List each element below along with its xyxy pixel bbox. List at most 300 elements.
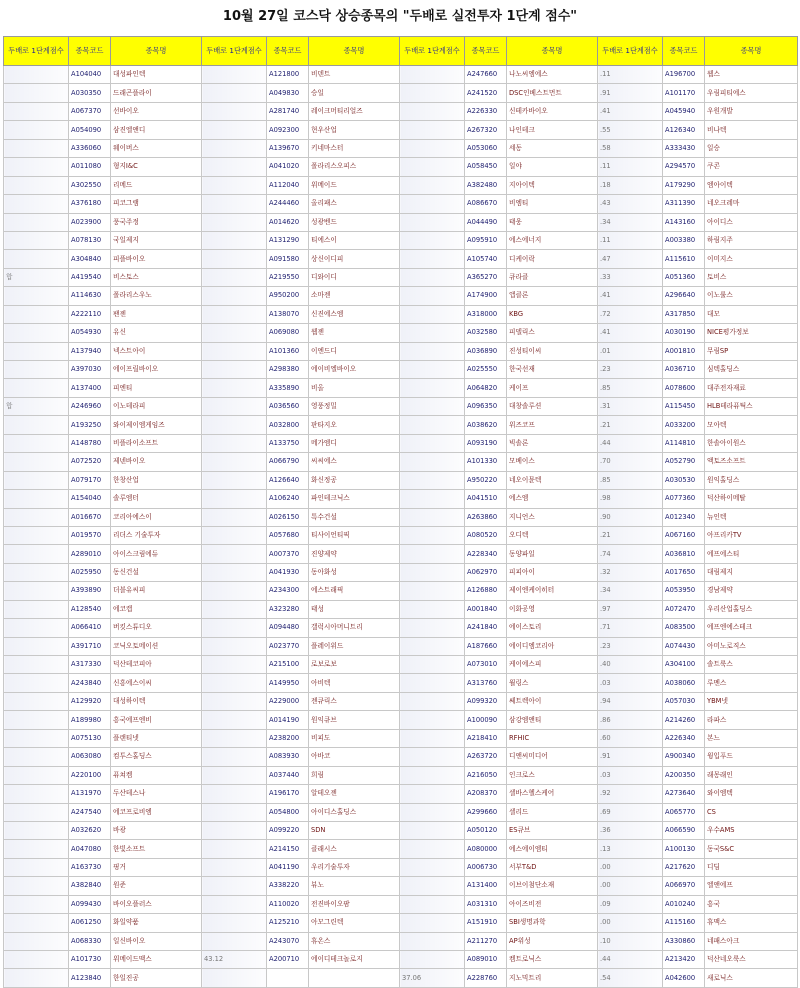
score-cell bbox=[202, 932, 267, 950]
score-cell bbox=[4, 66, 69, 84]
score-cell bbox=[202, 139, 267, 157]
name-cell: 일신바이오 bbox=[111, 932, 202, 950]
score-cell bbox=[400, 195, 465, 213]
code-cell: A216050 bbox=[465, 766, 507, 784]
code-cell: A099220 bbox=[267, 821, 309, 839]
table-row bbox=[4, 342, 798, 360]
table-row bbox=[4, 66, 798, 84]
code-cell: A075130 bbox=[69, 729, 111, 747]
score-cell bbox=[202, 66, 267, 84]
score-cell: .40 bbox=[598, 656, 663, 674]
name-cell: 플레이위드 bbox=[309, 637, 400, 655]
score-cell bbox=[4, 729, 69, 747]
score-cell bbox=[400, 895, 465, 913]
score-cell bbox=[4, 840, 69, 858]
code-cell: A950200 bbox=[267, 287, 309, 305]
table-row bbox=[4, 139, 798, 157]
name-cell: 전진바이오팜 bbox=[309, 895, 400, 913]
score-cell bbox=[202, 729, 267, 747]
score-cell bbox=[400, 748, 465, 766]
code-cell: A196170 bbox=[267, 785, 309, 803]
code-cell: A304100 bbox=[663, 656, 705, 674]
table-row bbox=[4, 785, 798, 803]
score-cell bbox=[202, 397, 267, 415]
score-cell bbox=[4, 526, 69, 544]
name-cell: 케이에스피 bbox=[507, 656, 598, 674]
score-cell: .54 bbox=[598, 969, 663, 987]
code-cell: A220100 bbox=[69, 766, 111, 784]
score-cell bbox=[202, 453, 267, 471]
score-cell bbox=[4, 674, 69, 692]
code-cell: A106240 bbox=[267, 490, 309, 508]
table-row bbox=[4, 379, 798, 397]
score-cell bbox=[202, 840, 267, 858]
name-cell: 웹스 bbox=[705, 66, 798, 84]
code-cell: A031310 bbox=[465, 895, 507, 913]
code-cell: A174900 bbox=[465, 287, 507, 305]
name-cell: 피코그램 bbox=[111, 195, 202, 213]
table-row bbox=[4, 545, 798, 563]
table-row bbox=[4, 840, 798, 858]
name-cell: 화일약품 bbox=[111, 914, 202, 932]
code-cell: A126640 bbox=[267, 471, 309, 489]
table-row bbox=[4, 877, 798, 895]
score-cell: .69 bbox=[598, 803, 663, 821]
name-cell: 우리기술투자 bbox=[309, 858, 400, 876]
code-cell: A016670 bbox=[69, 508, 111, 526]
name-cell: 한솔아이원스 bbox=[705, 434, 798, 452]
code-cell: A047080 bbox=[69, 840, 111, 858]
table-row bbox=[4, 766, 798, 784]
code-cell: A065770 bbox=[663, 803, 705, 821]
name-cell: 일야 bbox=[507, 158, 598, 176]
score-cell bbox=[202, 305, 267, 323]
name-cell: 형지I&C bbox=[111, 158, 202, 176]
table-row bbox=[4, 213, 798, 231]
name-cell: 대림제지 bbox=[705, 563, 798, 581]
name-cell: 흥국 bbox=[705, 895, 798, 913]
score-cell: .21 bbox=[598, 416, 663, 434]
name-cell: 특수건설 bbox=[309, 508, 400, 526]
name-cell: 아바코 bbox=[309, 748, 400, 766]
code-cell: A066590 bbox=[663, 821, 705, 839]
score-cell: 43.12 bbox=[202, 951, 267, 969]
score-cell bbox=[400, 397, 465, 415]
name-cell: 태웅 bbox=[507, 213, 598, 231]
score-cell: .18 bbox=[598, 176, 663, 194]
score-cell bbox=[400, 526, 465, 544]
name-cell: 덕산네오룩스 bbox=[705, 951, 798, 969]
code-cell: A950220 bbox=[465, 471, 507, 489]
name-cell: 우리산업홀딩스 bbox=[705, 600, 798, 618]
score-cell bbox=[4, 563, 69, 581]
score-cell bbox=[202, 785, 267, 803]
code-cell: A096350 bbox=[465, 397, 507, 415]
name-cell: 셀바스헬스케어 bbox=[507, 785, 598, 803]
name-cell: 이노테라피 bbox=[111, 397, 202, 415]
code-cell: A238200 bbox=[267, 729, 309, 747]
score-cell: .58 bbox=[598, 139, 663, 157]
code-cell: A061250 bbox=[69, 914, 111, 932]
score-cell bbox=[202, 545, 267, 563]
code-cell: A336060 bbox=[69, 139, 111, 157]
score-cell bbox=[4, 416, 69, 434]
score-cell bbox=[400, 508, 465, 526]
name-cell: 신진에스엠 bbox=[309, 305, 400, 323]
code-cell: A281740 bbox=[267, 102, 309, 120]
name-cell: 뷰노 bbox=[309, 877, 400, 895]
score-cell bbox=[4, 102, 69, 120]
name-cell: 세동 bbox=[507, 139, 598, 157]
code-cell: A211270 bbox=[465, 932, 507, 950]
score-cell bbox=[400, 434, 465, 452]
code-cell: A294570 bbox=[663, 158, 705, 176]
score-cell bbox=[4, 969, 69, 987]
score-cell bbox=[202, 748, 267, 766]
code-cell: A228340 bbox=[465, 545, 507, 563]
code-cell: A187660 bbox=[465, 637, 507, 655]
code-cell: A112040 bbox=[267, 176, 309, 194]
score-cell bbox=[4, 766, 69, 784]
score-cell bbox=[4, 582, 69, 600]
name-cell: 지노믹트리 bbox=[507, 969, 598, 987]
code-cell: A200710 bbox=[267, 951, 309, 969]
name-cell: 엠아이텍 bbox=[705, 176, 798, 194]
score-cell: .23 bbox=[598, 361, 663, 379]
name-cell: 젠큐릭스 bbox=[309, 692, 400, 710]
table-row bbox=[4, 692, 798, 710]
table-row bbox=[4, 195, 798, 213]
code-cell: A196700 bbox=[663, 66, 705, 84]
score-cell bbox=[4, 951, 69, 969]
score-cell bbox=[400, 951, 465, 969]
name-cell: 레이크머티리얼즈 bbox=[309, 102, 400, 120]
code-cell: A010240 bbox=[663, 895, 705, 913]
table-row bbox=[4, 563, 798, 581]
name-cell: 새로닉스 bbox=[705, 969, 798, 987]
name-cell: 아비텍 bbox=[309, 674, 400, 692]
code-cell: A007370 bbox=[267, 545, 309, 563]
code-cell: A243840 bbox=[69, 674, 111, 692]
score-cell bbox=[202, 250, 267, 268]
code-cell: A137400 bbox=[69, 379, 111, 397]
code-cell: A041510 bbox=[465, 490, 507, 508]
name-cell: 알테오젠 bbox=[309, 785, 400, 803]
score-cell bbox=[202, 692, 267, 710]
score-cell bbox=[400, 803, 465, 821]
name-cell: NICE평가정보 bbox=[705, 324, 798, 342]
table-row bbox=[4, 158, 798, 176]
table-row bbox=[4, 821, 798, 839]
name-cell: 위메이드 bbox=[309, 176, 400, 194]
name-cell: 한창산업 bbox=[111, 471, 202, 489]
name-cell: 원익큐브 bbox=[309, 711, 400, 729]
code-cell: A101360 bbox=[267, 342, 309, 360]
name-cell: 신흥에스이씨 bbox=[111, 674, 202, 692]
code-cell: A017650 bbox=[663, 563, 705, 581]
code-cell: A304840 bbox=[69, 250, 111, 268]
code-cell: A089010 bbox=[465, 951, 507, 969]
code-cell: A393890 bbox=[69, 582, 111, 600]
score-cell bbox=[4, 545, 69, 563]
header-score: 두배로 1단계점수 bbox=[202, 37, 267, 66]
code-cell: A026150 bbox=[267, 508, 309, 526]
header-code: 종목코드 bbox=[267, 37, 309, 66]
header-name: 종목명 bbox=[111, 37, 202, 66]
code-cell: A126340 bbox=[663, 121, 705, 139]
code-cell: A138070 bbox=[267, 305, 309, 323]
code-cell: A163730 bbox=[69, 858, 111, 876]
score-cell: .11 bbox=[598, 231, 663, 249]
name-cell: 지니언스 bbox=[507, 508, 598, 526]
header-name: 종목명 bbox=[705, 37, 798, 66]
score-cell bbox=[400, 305, 465, 323]
code-cell: A036810 bbox=[663, 545, 705, 563]
name-cell: 코닉오토메이션 bbox=[111, 637, 202, 655]
code-cell: A241520 bbox=[465, 84, 507, 102]
score-cell bbox=[4, 895, 69, 913]
name-cell: 신테카바이오 bbox=[507, 102, 598, 120]
name-cell: 루멘스 bbox=[705, 674, 798, 692]
stock-score-table bbox=[3, 36, 798, 988]
name-cell: 지아이텍 bbox=[507, 176, 598, 194]
name-cell: 우수AMS bbox=[705, 821, 798, 839]
name-cell: 본느 bbox=[705, 729, 798, 747]
score-cell bbox=[4, 637, 69, 655]
table-row bbox=[4, 305, 798, 323]
name-cell: 에이비엘바이오 bbox=[309, 361, 400, 379]
name-cell: 비엠티 bbox=[507, 195, 598, 213]
name-cell: 이엔드디 bbox=[309, 342, 400, 360]
name-cell: 성광벤드 bbox=[309, 213, 400, 231]
score-cell bbox=[400, 158, 465, 176]
score-cell: .23 bbox=[598, 637, 663, 655]
score-cell: .01 bbox=[598, 342, 663, 360]
score-cell bbox=[400, 545, 465, 563]
name-cell: 올리패스 bbox=[309, 195, 400, 213]
table-row bbox=[4, 932, 798, 950]
name-cell: 이브이첨단소재 bbox=[507, 877, 598, 895]
code-cell: A104040 bbox=[69, 66, 111, 84]
score-cell bbox=[400, 637, 465, 655]
table-row bbox=[4, 324, 798, 342]
code-cell: A123840 bbox=[69, 969, 111, 987]
name-cell: 동아화성 bbox=[309, 563, 400, 581]
score-cell bbox=[4, 195, 69, 213]
code-cell: A044490 bbox=[465, 213, 507, 231]
code-cell: A189980 bbox=[69, 711, 111, 729]
name-cell: 휴맥스 bbox=[705, 914, 798, 932]
score-cell: .97 bbox=[598, 600, 663, 618]
code-cell: A062970 bbox=[465, 563, 507, 581]
code-cell: A072520 bbox=[69, 453, 111, 471]
name-cell: 화신정공 bbox=[309, 471, 400, 489]
code-cell: A101330 bbox=[465, 453, 507, 471]
code-cell: A317330 bbox=[69, 656, 111, 674]
name-cell: 윌링스 bbox=[507, 674, 598, 692]
name-cell: 에프에스티 bbox=[705, 545, 798, 563]
code-cell: A038060 bbox=[663, 674, 705, 692]
name-cell: 네오이뮨텍 bbox=[507, 471, 598, 489]
code-cell: A100090 bbox=[465, 711, 507, 729]
table-row bbox=[4, 416, 798, 434]
score-cell bbox=[400, 858, 465, 876]
table-row bbox=[4, 453, 798, 471]
score-cell: .00 bbox=[598, 877, 663, 895]
table-row bbox=[4, 637, 798, 655]
code-cell: A338220 bbox=[267, 877, 309, 895]
code-cell: A053950 bbox=[663, 582, 705, 600]
name-cell: 한국선재 bbox=[507, 361, 598, 379]
name-cell: 클래시스 bbox=[309, 840, 400, 858]
name-cell: 웹젠 bbox=[309, 324, 400, 342]
score-cell bbox=[202, 674, 267, 692]
name-cell: 진성티이씨 bbox=[507, 342, 598, 360]
name-cell: 판타지오 bbox=[309, 416, 400, 434]
score-cell: .00 bbox=[598, 858, 663, 876]
name-cell: 서부T&D bbox=[507, 858, 598, 876]
name-cell: 티사이언티픽 bbox=[309, 526, 400, 544]
code-cell: A299660 bbox=[465, 803, 507, 821]
name-cell: 티에스이 bbox=[309, 231, 400, 249]
code-cell: A296640 bbox=[663, 287, 705, 305]
code-cell: A143160 bbox=[663, 213, 705, 231]
code-cell: A074430 bbox=[663, 637, 705, 655]
name-cell: 일승 bbox=[705, 139, 798, 157]
score-cell bbox=[400, 453, 465, 471]
score-cell bbox=[202, 563, 267, 581]
score-cell: 합 bbox=[4, 397, 69, 415]
score-cell bbox=[400, 877, 465, 895]
table-body bbox=[4, 66, 798, 988]
score-cell bbox=[202, 803, 267, 821]
code-cell: A083930 bbox=[267, 748, 309, 766]
code-cell: A229000 bbox=[267, 692, 309, 710]
code-cell: A246960 bbox=[69, 397, 111, 415]
score-cell bbox=[400, 250, 465, 268]
code-cell: A234300 bbox=[267, 582, 309, 600]
name-cell: 유신 bbox=[111, 324, 202, 342]
code-cell: A397030 bbox=[69, 361, 111, 379]
table-row bbox=[4, 600, 798, 618]
score-cell bbox=[400, 582, 465, 600]
code-cell: A241840 bbox=[465, 619, 507, 637]
score-cell bbox=[202, 895, 267, 913]
name-cell: 에코캡 bbox=[111, 600, 202, 618]
code-cell: A382840 bbox=[69, 877, 111, 895]
score-cell: .55 bbox=[598, 121, 663, 139]
code-cell: A218410 bbox=[465, 729, 507, 747]
name-cell: 쎄트렉아이 bbox=[507, 692, 598, 710]
score-cell bbox=[4, 361, 69, 379]
name-cell: 디와이디 bbox=[309, 268, 400, 286]
score-cell bbox=[202, 287, 267, 305]
score-cell bbox=[202, 268, 267, 286]
name-cell: 와이제이엠게임즈 bbox=[111, 416, 202, 434]
score-cell bbox=[400, 268, 465, 286]
name-cell: 바광 bbox=[111, 821, 202, 839]
score-cell bbox=[4, 305, 69, 323]
name-cell: ES큐브 bbox=[507, 821, 598, 839]
table-row bbox=[4, 656, 798, 674]
score-cell bbox=[202, 619, 267, 637]
score-cell bbox=[4, 600, 69, 618]
score-cell: .85 bbox=[598, 379, 663, 397]
name-cell: 엘앤에프 bbox=[705, 877, 798, 895]
score-cell: .41 bbox=[598, 324, 663, 342]
score-cell: .86 bbox=[598, 711, 663, 729]
score-cell bbox=[202, 600, 267, 618]
score-cell bbox=[4, 471, 69, 489]
code-cell: A139670 bbox=[267, 139, 309, 157]
name-cell: 메가엠디 bbox=[309, 434, 400, 452]
score-cell: 37.06 bbox=[400, 969, 465, 987]
name-cell: CS bbox=[705, 803, 798, 821]
code-cell: A121800 bbox=[267, 66, 309, 84]
name-cell: 영풍정밀 bbox=[309, 397, 400, 415]
code-cell: A003380 bbox=[663, 231, 705, 249]
score-cell bbox=[4, 250, 69, 268]
name-cell: 삼강엠앤티 bbox=[507, 711, 598, 729]
code-cell: A053060 bbox=[465, 139, 507, 157]
table-row bbox=[4, 711, 798, 729]
name-cell: 팬젠 bbox=[111, 305, 202, 323]
name-cell: 대성파인텍 bbox=[111, 66, 202, 84]
code-cell: A049830 bbox=[267, 84, 309, 102]
code-cell: A001810 bbox=[663, 342, 705, 360]
table-row bbox=[4, 250, 798, 268]
name-cell: 토비스 bbox=[705, 268, 798, 286]
score-cell bbox=[400, 656, 465, 674]
score-cell bbox=[202, 656, 267, 674]
score-cell bbox=[202, 195, 267, 213]
name-cell: 동국S&C bbox=[705, 840, 798, 858]
name-cell: 흥국에프엔비 bbox=[111, 711, 202, 729]
score-cell bbox=[4, 803, 69, 821]
table-row bbox=[4, 471, 798, 489]
name-cell: 피피아이 bbox=[507, 563, 598, 581]
score-cell bbox=[4, 287, 69, 305]
score-cell bbox=[4, 324, 69, 342]
table-row bbox=[4, 102, 798, 120]
code-cell: A226330 bbox=[465, 102, 507, 120]
code-cell: A032620 bbox=[69, 821, 111, 839]
name-cell: 휴온스 bbox=[309, 932, 400, 950]
score-cell bbox=[202, 508, 267, 526]
table-row bbox=[4, 176, 798, 194]
code-cell: A330860 bbox=[663, 932, 705, 950]
code-cell: A217620 bbox=[663, 858, 705, 876]
score-cell bbox=[400, 785, 465, 803]
code-cell: A078600 bbox=[663, 379, 705, 397]
score-cell bbox=[4, 379, 69, 397]
code-cell: A030190 bbox=[663, 324, 705, 342]
name-cell: 제넨바이오 bbox=[111, 453, 202, 471]
code-cell: A054800 bbox=[267, 803, 309, 821]
score-cell bbox=[202, 121, 267, 139]
score-cell: .36 bbox=[598, 821, 663, 839]
code-cell: A311390 bbox=[663, 195, 705, 213]
code-cell: A376180 bbox=[69, 195, 111, 213]
code-cell: A054930 bbox=[69, 324, 111, 342]
score-cell bbox=[4, 508, 69, 526]
code-cell bbox=[267, 969, 309, 987]
score-cell bbox=[400, 563, 465, 581]
code-cell: A099430 bbox=[69, 895, 111, 913]
code-cell: A228760 bbox=[465, 969, 507, 987]
table-row bbox=[4, 361, 798, 379]
code-cell: A030350 bbox=[69, 84, 111, 102]
